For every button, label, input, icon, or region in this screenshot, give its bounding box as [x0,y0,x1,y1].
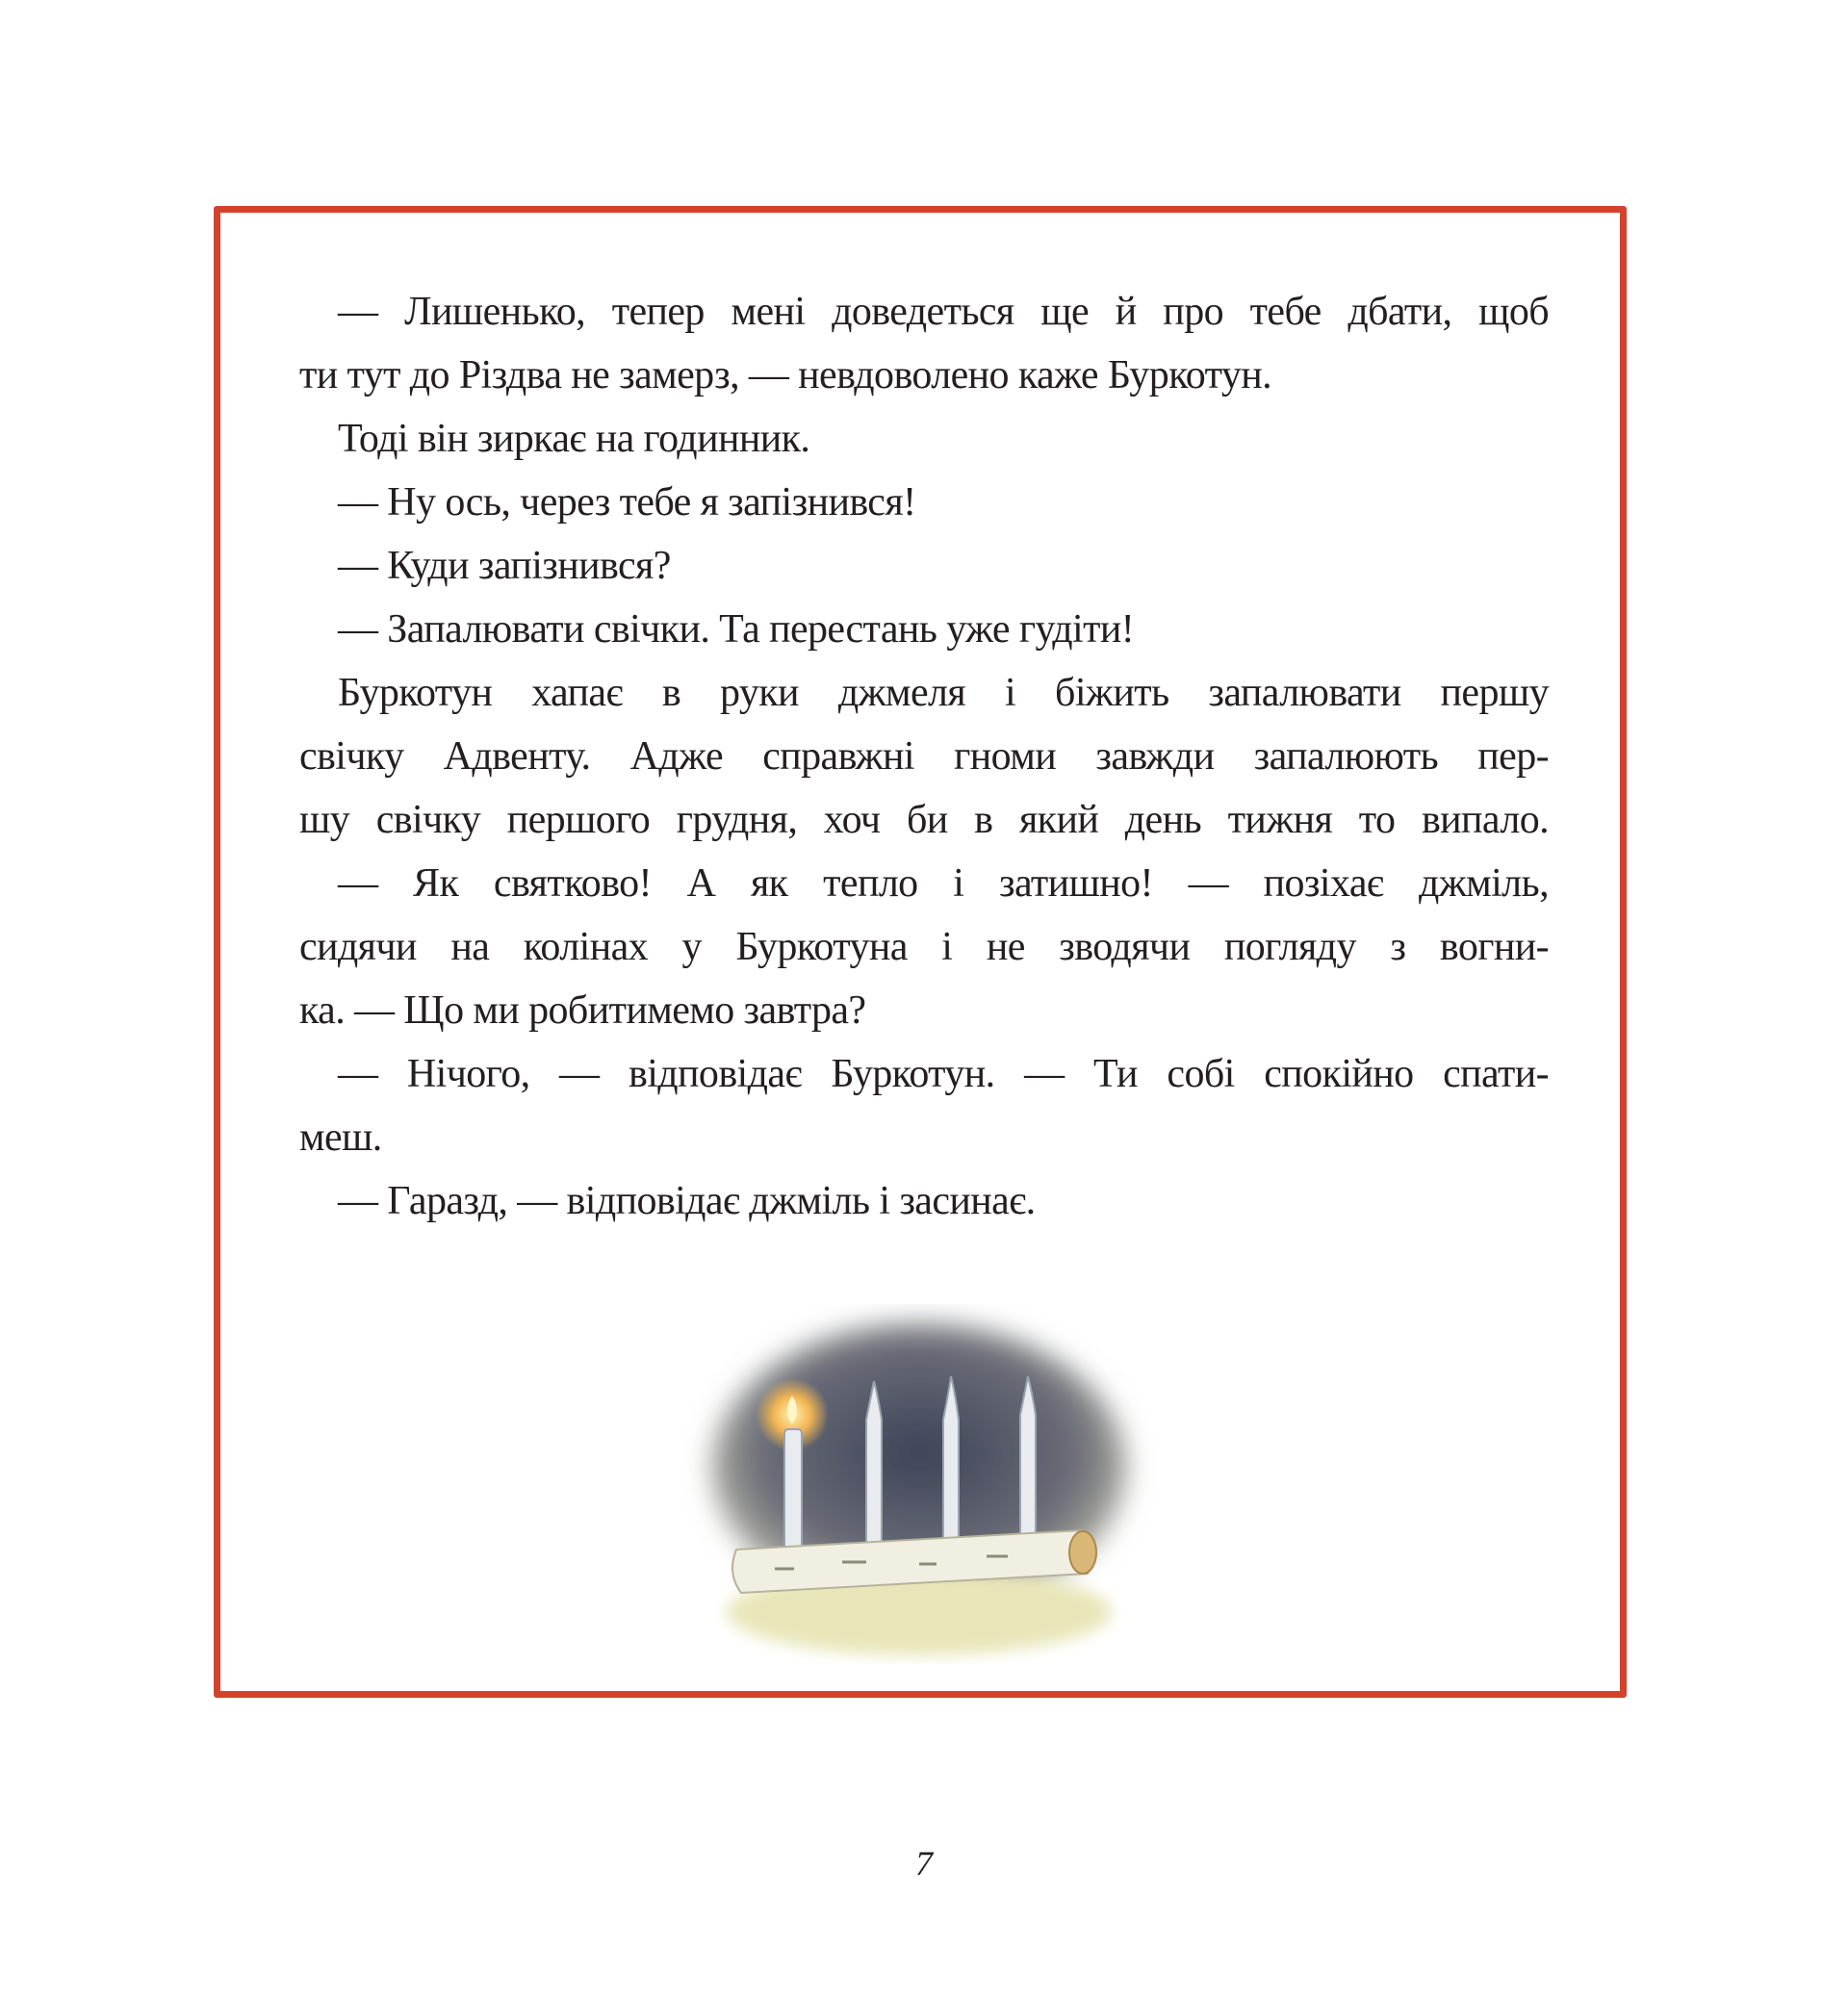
text-line: — Нічого, — відповідає Буркотун. — Ти собі спокійно спати- [338,1052,1549,1096]
text-line: — Куди запізнився? [338,544,671,588]
text-line: ти тут до Різдва не замерз, — невдоволено каже Буркотун. [299,353,1272,397]
text-line: — Лишенько, тепер мені доведеться ще й про тебе дбати, щоб [338,290,1549,334]
text-line: ка. — Що ми робитимемо завтра? [299,988,866,1033]
candle [1020,1376,1036,1550]
dark-background [712,1323,1126,1655]
text-line: меш. [299,1115,382,1160]
text-line: Тоді він зиркає на годинник. [338,417,810,461]
page-number: 7 [915,1844,933,1883]
text-line: — Запалювати свічки. Та перестань уже гудіти! [338,607,1135,652]
text-line: — Ну ось, через тебе я запізнився! [338,480,916,525]
advent-candles-illustration [679,1304,1160,1670]
text-line: свічку Адвенту. Адже справжні гноми завжди запалюють пер- [299,734,1549,779]
text-line: — Як святково! А як тепло і затишно! — позіхає джміль, [338,861,1549,906]
candle-lit [784,1429,802,1550]
text-line: сидячи на колінах у Буркотуна і не зводячи погляду з вогни- [299,925,1549,969]
text-line: Буркотун хапає в руки джмеля і біжить запалювати першу [338,671,1549,715]
candle [866,1381,882,1550]
text-line: — Гаразд, — відповідає джміль і засинає. [338,1179,1036,1223]
text-line: шу свічку першого грудня, хоч би в який день тижня то випало. [299,798,1549,842]
